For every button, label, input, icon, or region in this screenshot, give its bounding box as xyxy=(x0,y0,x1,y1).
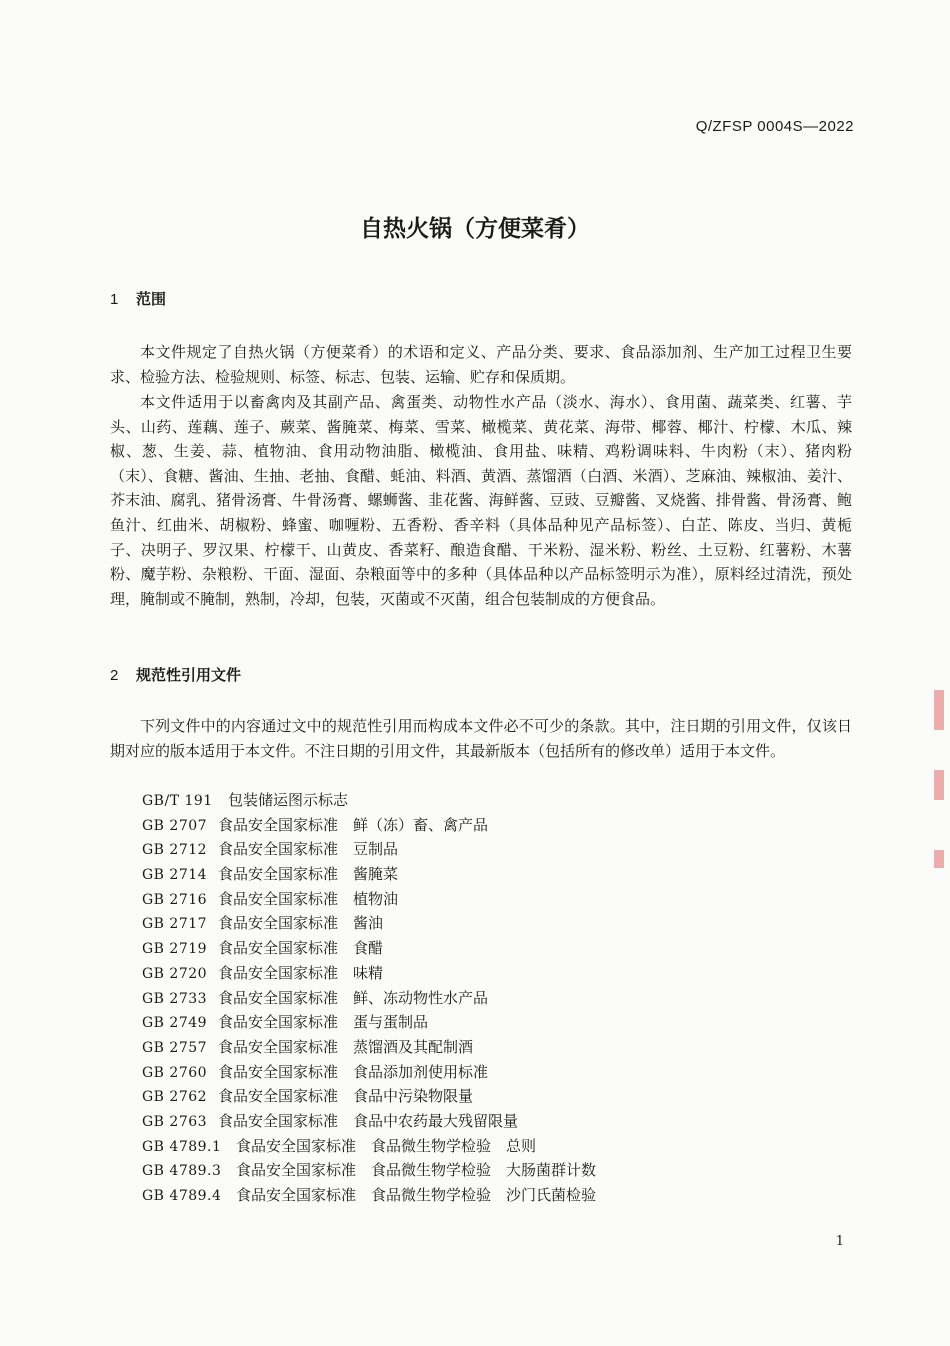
reference-item xyxy=(142,1134,596,1159)
page-number: 1 xyxy=(835,1234,844,1249)
reference-code: GB 2716 xyxy=(142,891,208,908)
reference-item xyxy=(142,887,596,912)
reference-title: 食品安全国家标准 食醋 xyxy=(218,939,384,958)
reference-item xyxy=(142,986,596,1011)
reference-code: GB 2707 xyxy=(142,817,208,834)
reference-title: 食品安全国家标准 食品中污染物限量 xyxy=(218,1087,474,1106)
section-2-number: 2 xyxy=(110,667,119,684)
reference-code: GB 4789.1 xyxy=(142,1138,222,1155)
section-1-title: 范围 xyxy=(136,290,167,308)
reference-item xyxy=(142,1109,596,1134)
reference-title: 食品安全国家标准 酱油 xyxy=(218,914,384,933)
document-title: 自热火锅（方便菜肴） xyxy=(360,216,590,242)
reference-code: GB 2762 xyxy=(142,1089,208,1106)
reference-code: GB 2720 xyxy=(142,965,208,982)
seal-edge-mark xyxy=(934,690,944,730)
reference-code: GB 2733 xyxy=(142,990,208,1007)
section-1-heading xyxy=(110,288,166,309)
reference-list xyxy=(142,788,596,1208)
reference-code: GB 2749 xyxy=(142,1015,208,1032)
reference-title: 食品安全国家标准 食品微生物学检验 大肠菌群计数 xyxy=(236,1161,597,1180)
reference-title: 包装储运图示标志 xyxy=(228,791,349,809)
reference-item xyxy=(142,936,596,961)
reference-title: 食品安全国家标准 植物油 xyxy=(218,889,399,908)
reference-title: 食品安全国家标准 食品添加剂使用标准 xyxy=(218,1062,489,1081)
reference-title: 食品安全国家标准 食品中农药最大残留限量 xyxy=(218,1111,519,1130)
reference-code: GB 4789.3 xyxy=(142,1163,222,1180)
reference-title: 食品安全国家标准 蒸馏酒及其配制酒 xyxy=(218,1037,474,1056)
reference-title: 食品安全国家标准 味精 xyxy=(218,963,384,982)
reference-title: 食品安全国家标准 鲜、冻动物性水产品 xyxy=(218,988,489,1007)
reference-title: 食品安全国家标准 蛋与蛋制品 xyxy=(218,1013,429,1032)
reference-code: GB/T 191 xyxy=(142,793,213,809)
reference-item xyxy=(142,1035,596,1060)
reference-item xyxy=(142,1084,596,1109)
document-code: Q/ZFSP 0004S—2022 xyxy=(695,118,854,135)
reference-code: GB 2763 xyxy=(142,1113,208,1130)
seal-edge-mark xyxy=(934,770,944,800)
reference-title: 食品安全国家标准 食品微生物学检验 沙门氏菌检验 xyxy=(236,1186,597,1204)
section-2-heading xyxy=(110,664,241,685)
reference-item xyxy=(142,911,596,936)
reference-code: GB 4789.4 xyxy=(142,1188,222,1204)
reference-item xyxy=(142,1010,596,1035)
reference-title: 食品安全国家标准 食品微生物学检验 总则 xyxy=(236,1136,537,1155)
reference-code: GB 2712 xyxy=(142,842,208,859)
reference-item xyxy=(142,837,596,862)
reference-item xyxy=(142,1158,596,1183)
reference-code: GB 2714 xyxy=(142,867,208,884)
scope-paragraph-1: 本文件规定了自热火锅（方便菜肴）的术语和定义、产品分类、要求、食品添加剂、生产加工过程卫生要求、检验方法、检验规则、标签、标志、包装、运输、贮存和保质期。 xyxy=(110,343,852,386)
reference-code: GB 2717 xyxy=(142,916,208,933)
reference-code: GB 2757 xyxy=(142,1039,208,1056)
references-intro: 下列文件中的内容通过文中的规范性引用而构成本文件必不可少的条款。其中，注日期的引用文件，仅该日期对应的版本适用于本文件。不注日期的引用文件，其最新版本（包括所有的修改单）适用于本文件。 xyxy=(110,717,852,760)
reference-item xyxy=(142,862,596,887)
reference-code: GB 2719 xyxy=(142,941,208,958)
reference-item xyxy=(142,961,596,986)
reference-item xyxy=(142,1183,596,1208)
reference-item xyxy=(142,1060,596,1085)
section-1-number: 1 xyxy=(110,291,119,308)
reference-item xyxy=(142,813,596,838)
section-2-title: 规范性引用文件 xyxy=(136,666,242,684)
reference-title: 食品安全国家标准 酱腌菜 xyxy=(218,865,399,884)
reference-title: 食品安全国家标准 鲜（冻）畜、禽产品 xyxy=(218,815,489,834)
reference-title: 食品安全国家标准 豆制品 xyxy=(218,840,399,859)
reference-code: GB 2760 xyxy=(142,1064,208,1081)
reference-item xyxy=(142,788,596,813)
scope-paragraph-2: 本文件适用于以畜禽肉及其副产品、禽蛋类、动物性水产品（淡水、海水）、食用菌、蔬菜类、红薯、芋头、山药、莲藕、莲子、蕨菜、酱腌菜、梅菜、雪菜、橄榄菜、黄花菜、海带、椰蓉、椰汁、柠檬、木瓜、辣椒、葱、生姜、蒜、植物油、食用动物油脂、橄榄油、食用盐、味精、鸡粉调味料、牛肉粉（末）、猪肉粉（末）、食糖、酱油、生抽、老抽、食醋、蚝油、料酒、黄酒、蒸馏酒（白酒、米酒）、芝麻油、辣椒油、姜汁、芥末油、腐乳、猪骨汤膏、牛骨汤膏、螺蛳酱、韭花酱、海鲜酱、豆豉、豆瓣酱、叉烧酱、排骨酱、骨汤膏、鲍鱼汁、红曲米、胡椒粉、蜂蜜、咖喱粉、五香粉、香辛料（具体品种见产品标签）、白芷、陈皮、当归、黄栀子、决明子、罗汉果、柠檬干、山黄皮、香菜籽、酿造食醋、干米粉、湿米粉、粉丝、土豆粉、红薯粉、木薯粉、魔芋粉、杂粮粉、干面、湿面、杂粮面等中的多种（具体品种以产品标签明示为准），原料经过清洗，预处理，腌制或不腌制，熟制，冷却，包装，灭菌或不灭菌，组合包装制成的方便食品。 xyxy=(110,393,852,608)
seal-edge-mark xyxy=(934,850,944,868)
